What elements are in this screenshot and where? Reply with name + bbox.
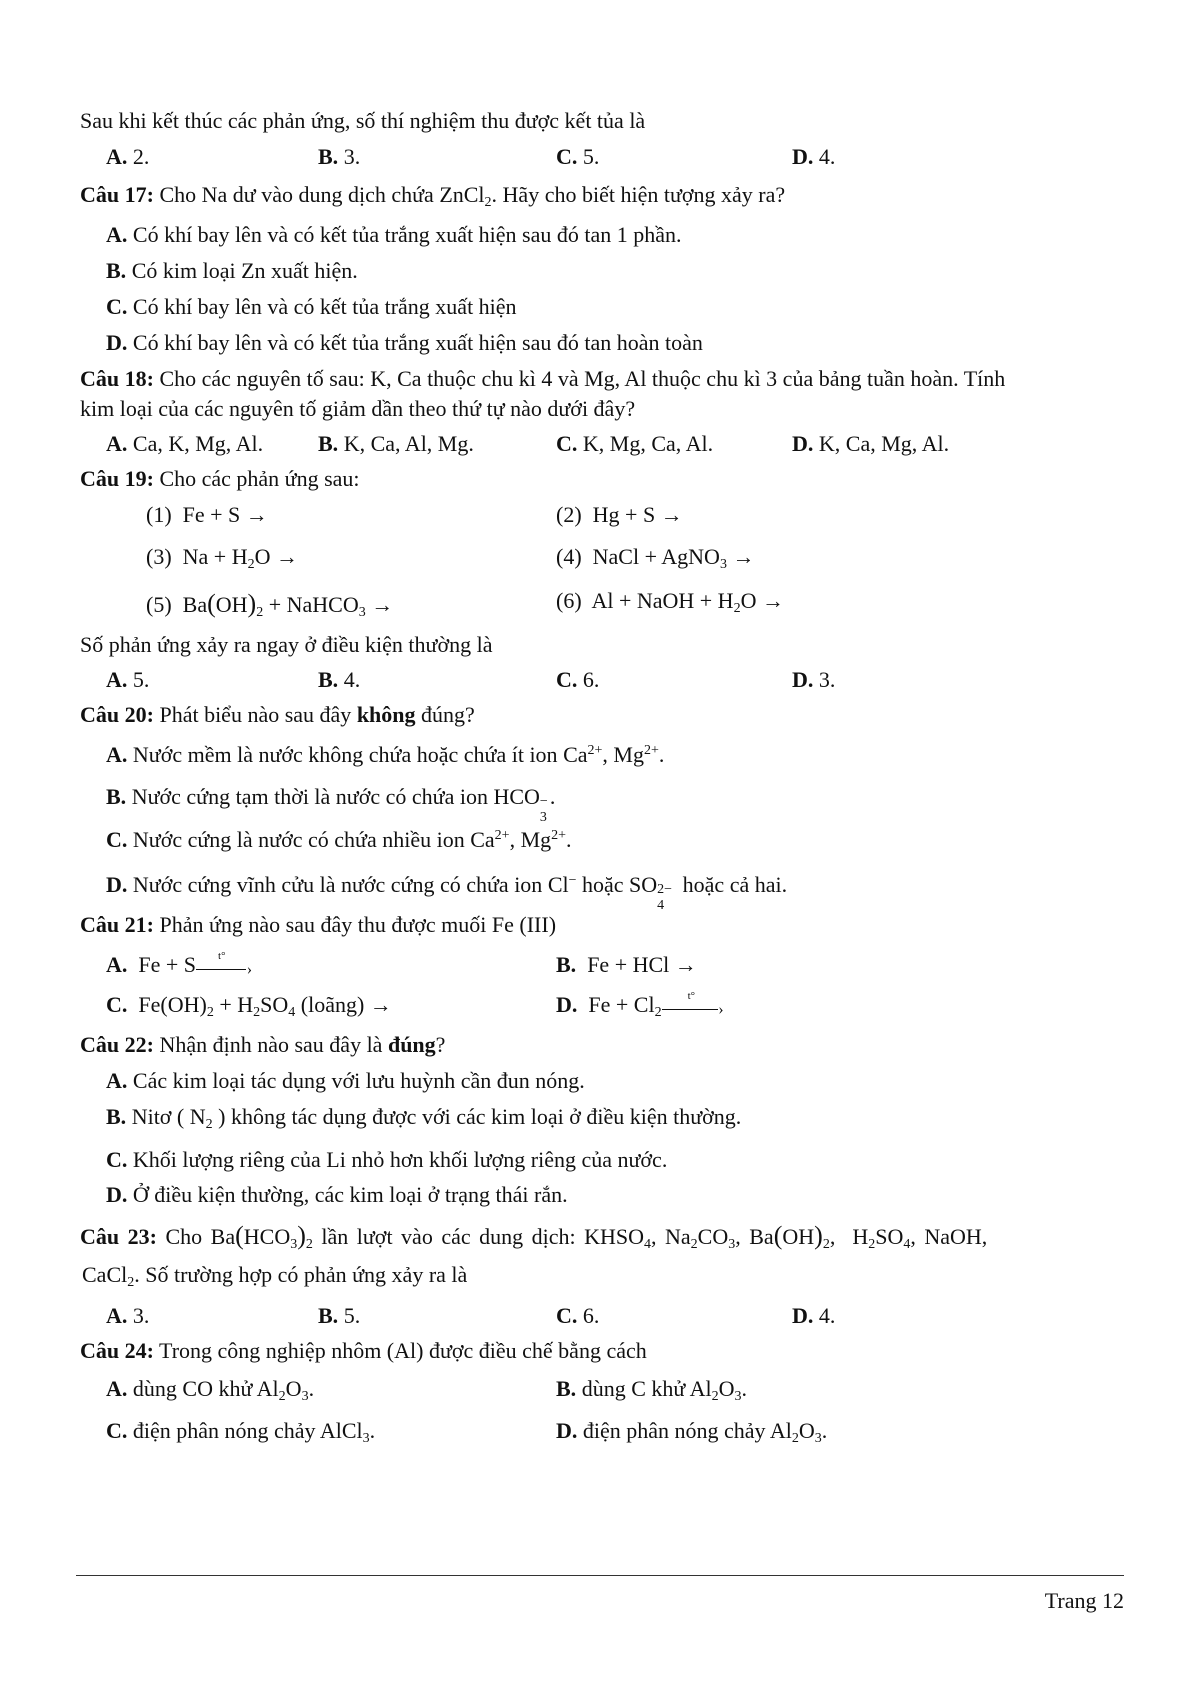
- q17-stem: Câu 17: Cho Na dư vào dung dịch chứa ZnCl$_2$. Hãy cho biết hiện tượng xảy ra?: [80, 182, 786, 210]
- q18-option-a: A. Ca, K, Mg, Al.: [106, 431, 264, 456]
- q22-stem: Câu 22: Nhận định nào sau đây là đúng?: [80, 1032, 446, 1057]
- q21-option-a: A. Fe + S t° ›: [106, 949, 253, 978]
- q23-option-b: B. 5.: [318, 1303, 361, 1328]
- q19-reaction-5: (5) $Ba(OH)_2$ + NaHCO$_3$ →: [146, 589, 394, 620]
- q24-option-c: C. điện phân nóng chảy AlCl$_3$.: [106, 1418, 376, 1446]
- q19-option-c: C. 6.: [556, 667, 600, 692]
- q20-stem: Câu 20: Phát biểu nào sau đây không đúng?: [80, 702, 475, 727]
- q16-option-c: C. 5.: [556, 144, 600, 169]
- q24-stem: Câu 24: Trong công nghiệp nhôm (Al) được điều chế bằng cách: [80, 1338, 647, 1363]
- q21-stem: Câu 21: Phản ứng nào sau đây thu được muối Fe (III): [80, 912, 557, 937]
- q19-reaction-1: (1) Fe + S →: [146, 502, 268, 527]
- q20-option-b: B. Nước cứng tạm thời là nước có chứa ion HCO − 3 .: [106, 784, 556, 825]
- q18-option-c: C. K, Mg, Ca, Al.: [556, 431, 714, 456]
- q19-reaction-4: (4) NaCl + AgNO$_3$ →: [556, 544, 755, 572]
- q21-option-b: B. Fe + HCl →: [556, 952, 697, 977]
- q19-question: Số phản ứng xảy ra ngay ở điều kiện thường là: [80, 632, 493, 657]
- q24-option-a: A. dùng CO khử $Al_2O_3$.: [106, 1376, 315, 1404]
- q19-reaction-2: (2) Hg + S →: [556, 502, 683, 527]
- q19-option-d: D. 3.: [792, 667, 836, 692]
- q16-option-a: A. 2.: [106, 144, 150, 169]
- q22-option-d: D. Ở điều kiện thường, các kim loại ở trạng thái rắn.: [106, 1182, 568, 1207]
- q16-option-d: D. 4.: [792, 144, 836, 169]
- q17-option-a: A. Có khí bay lên và có kết tủa trắng xuất hiện sau đó tan 1 phần.: [106, 222, 682, 247]
- q23-option-d: D. 4.: [792, 1303, 836, 1328]
- q21-option-d: D. $Fe + Cl_2$ t° ›: [556, 989, 724, 1020]
- q19-reaction-3: (3) $Na + H_2O$ →: [146, 544, 298, 572]
- q23-option-c: C. 6.: [556, 1303, 600, 1328]
- q22-option-c: C. Khối lượng riêng của Li nhỏ hơn khối lượng riêng của nước.: [106, 1147, 668, 1172]
- q16-stem-tail: Sau khi kết thúc các phản ứng, số thí nghiệm thu được kết tủa là: [80, 108, 646, 133]
- q18-stem-line2: kim loại của các nguyên tố giảm dần theo thứ tự nào dưới đây?: [80, 396, 636, 421]
- q19-option-b: B. 4.: [318, 667, 361, 692]
- q22-option-a: A. Các kim loại tác dụng với lưu huỳnh cần đun nóng.: [106, 1068, 585, 1093]
- q19-option-a: A. 5.: [106, 667, 150, 692]
- heat-arrow-icon: t° ›: [196, 960, 252, 974]
- q24-option-d: D. điện phân nóng chảy $Al_2O_3$.: [556, 1418, 828, 1446]
- q23-stem-line1: Câu 23: Cho $Ba(HCO_3)_2$ lần lượt vào các dung dịch: $KHSO_4$, $Na_2CO_3$, $Ba(OH)_2$, $H_2SO_4$, NaOH,: [80, 1221, 988, 1252]
- q16-option-b: B. 3.: [318, 144, 361, 169]
- heat-arrow-icon: t° ›: [662, 1000, 724, 1014]
- q20-option-c: C. Nước cứng là nước có chứa nhiều ion $Ca^{2+}$, $Mg^{2+}$.: [106, 827, 572, 852]
- q24-option-b: B. dùng C khử $Al_2O_3$.: [556, 1376, 747, 1404]
- q23-option-a: A. 3.: [106, 1303, 150, 1328]
- q18-stem-line1: Câu 18: Cho các nguyên tố sau: K, Ca thuộc chu kì 4 và Mg, Al thuộc chu kì 3 của bảng tuần hoàn. Tính: [80, 366, 1006, 391]
- q17-option-b: B. Có kim loại Zn xuất hiện.: [106, 258, 358, 283]
- q18-option-b: B. K, Ca, Al, Mg.: [318, 431, 474, 456]
- q19-reaction-6: (6) Al + NaOH + $H_2O$ →: [556, 588, 784, 616]
- footer-divider: [76, 1575, 1124, 1576]
- q20-option-a: A. Nước mềm là nước không chứa hoặc chứa ít ion $Ca^{2+}$, $Mg^{2+}$.: [106, 742, 665, 767]
- q20-option-d: D. Nước cứng vĩnh cửu là nước cứng có chứa ion Cl− hoặc SO 2− 4 hoặc cả hai.: [106, 872, 788, 913]
- q18-option-d: D. K, Ca, Mg, Al.: [792, 431, 950, 456]
- page-number: Trang 12: [1044, 1588, 1124, 1613]
- q17-option-d: D. Có khí bay lên và có kết tủa trắng xuất hiện sau đó tan hoàn toàn: [106, 330, 703, 355]
- q22-option-b: B. Nitơ ( $N_2$ ) không tác dụng được với các kim loại ở điều kiện thường.: [106, 1104, 742, 1132]
- q17-option-c: C. Có khí bay lên và có kết tủa trắng xuất hiện: [106, 294, 517, 319]
- q19-stem: Câu 19: Cho các phản ứng sau:: [80, 466, 360, 491]
- q21-option-c: C. $Fe(OH)_2 + H_2SO_4$ (loãng) →: [106, 992, 392, 1020]
- q23-stem-line2: CaCl$_2$. Số trường hợp có phản ứng xảy ra là: [82, 1262, 468, 1290]
